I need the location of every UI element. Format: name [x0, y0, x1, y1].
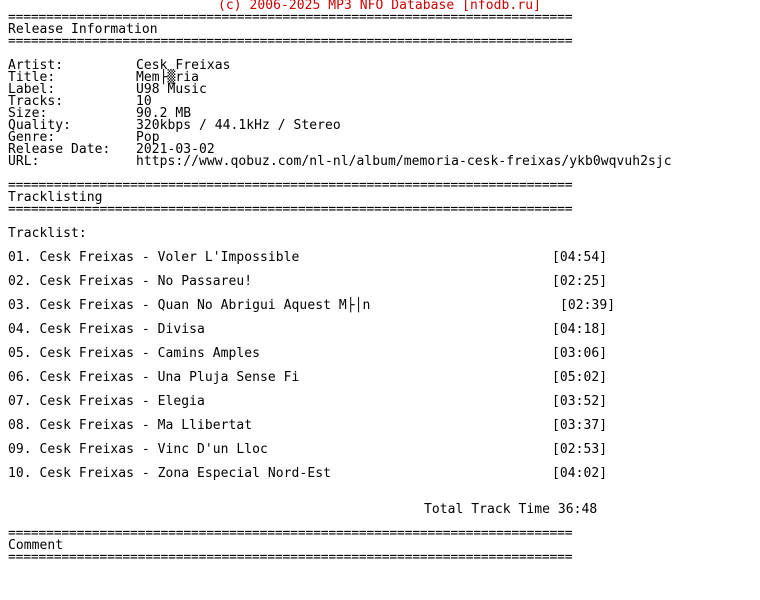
track-title: 01. Cesk Freixas - Voler L'Impossible: [8, 250, 300, 265]
track-duration: [02:25]: [552, 274, 608, 289]
rule-line: ==========================================================================: [8, 10, 573, 25]
track-duration: [04:02]: [552, 466, 608, 481]
total-track-time: Total Track Time 36:48: [424, 502, 598, 517]
release-section-title: Release Information: [8, 22, 158, 37]
track-duration: [03:06]: [552, 346, 608, 361]
track-duration: [03:52]: [552, 394, 608, 409]
track-duration: [03:37]: [552, 418, 608, 433]
field-label: URL:: [8, 154, 40, 169]
tracklist-label: Tracklist:: [8, 226, 87, 241]
track-row: [8, 250, 608, 265]
field-value: Cesk Freixas: [136, 58, 231, 73]
field-label: Title:: [8, 70, 56, 85]
rule-line: ==========================================================================: [8, 202, 573, 217]
track-row: [8, 322, 608, 337]
field-url: [8, 156, 672, 168]
track-title: 09. Cesk Freixas - Vinc D'un Lloc: [8, 442, 268, 457]
tracklisting-section-title: Tracklisting: [8, 190, 103, 205]
track-duration: [04:54]: [552, 250, 608, 265]
field-value: 320kbps / 44.1kHz / Stereo: [136, 118, 341, 133]
track-row: [8, 466, 608, 481]
comment-section-title: Comment: [8, 538, 64, 553]
track-row: [8, 346, 608, 361]
field-value: U98 Music: [136, 82, 207, 97]
field-label: Label:: [8, 82, 56, 97]
field-label: Release Date:: [8, 142, 111, 157]
track-title: 05. Cesk Freixas - Camins Amples: [8, 346, 261, 361]
track-title: 06. Cesk Freixas - Una Pluja Sense Fi: [8, 370, 300, 385]
field-value: Mem├▒ria: [136, 70, 200, 85]
track-row: [8, 418, 608, 433]
field-label: Size:: [8, 106, 48, 121]
rule-line: ==========================================================================: [8, 526, 573, 541]
track-title: 10. Cesk Freixas - Zona Especial Nord-Est: [8, 466, 331, 481]
field-label: Artist:: [8, 58, 64, 73]
field-value: 2021-03-02: [136, 142, 215, 157]
field-quality: [8, 120, 341, 132]
track-title: 04. Cesk Freixas - Divisa: [8, 322, 205, 337]
track-row: [8, 442, 608, 457]
track-duration: [04:18]: [552, 322, 608, 337]
track-row: [8, 394, 608, 409]
track-title: 02. Cesk Freixas - No Passareu!: [8, 274, 253, 289]
track-title: 07. Cesk Freixas - Elegia: [8, 394, 205, 409]
field-label: Tracks:: [8, 94, 64, 109]
field-label: Genre:: [8, 130, 56, 145]
site-header: (c) 2006-2025 MP3 NFO Database [nfodb.ru]: [218, 0, 541, 13]
field-value: Pop: [136, 130, 160, 145]
track-duration: [05:02]: [552, 370, 608, 385]
rule-line: ==========================================================================: [8, 34, 573, 49]
rule-line: ==========================================================================: [8, 550, 573, 565]
track-duration: [02:39]: [560, 298, 616, 313]
rule-line: ==========================================================================: [8, 178, 573, 193]
field-value: 90.2 MB: [136, 106, 192, 121]
track-row: [8, 298, 616, 313]
track-title: 08. Cesk Freixas - Ma Llibertat: [8, 418, 253, 433]
field-label: Quality:: [8, 118, 72, 133]
track-row: [8, 370, 608, 385]
track-row: [8, 274, 608, 289]
track-title: 03. Cesk Freixas - Quan No Abrigui Aquest M├│n: [8, 298, 371, 313]
field-value: 10: [136, 94, 152, 109]
field-value: https://www.qobuz.com/nl-nl/album/memoria-cesk-freixas/ykb0wqvuh2sjc: [136, 154, 672, 169]
track-duration: [02:53]: [552, 442, 608, 457]
